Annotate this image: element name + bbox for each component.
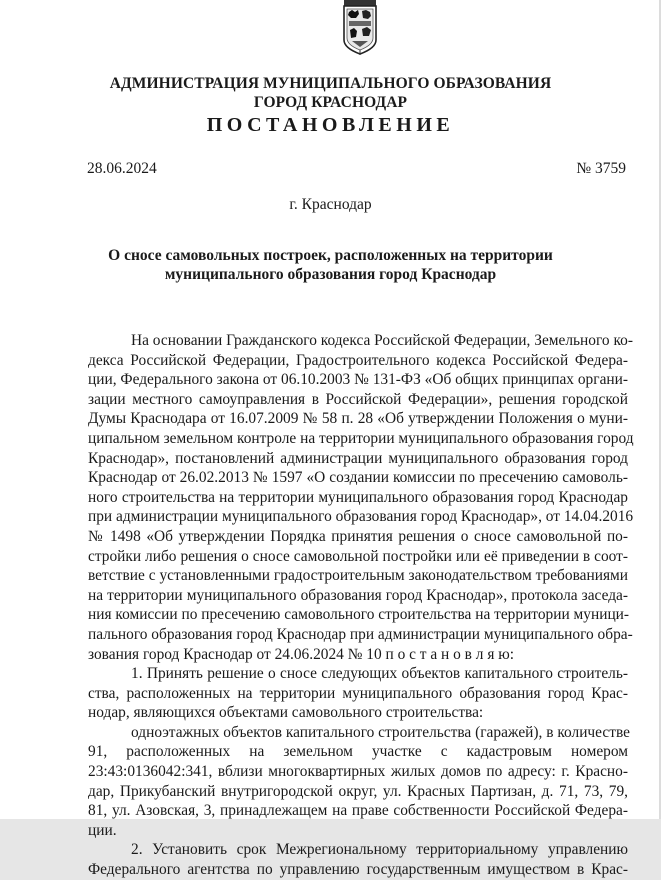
body-line: зации местного самоуправления в Российской Федерации», решения городской — [88, 390, 628, 408]
body-line: ния комиссии по пресечению самовольного строительства на территории муници- — [88, 606, 630, 624]
document-title — [0, 246, 661, 284]
document-date: 28.06.2024 — [87, 160, 157, 177]
clause-1-detail-line: 23:43:0136042:341, вблизи многоквартирных жилых домов по адресу: г. Красно- — [88, 763, 628, 781]
clause-2-line: Федерального агентства по управлению государственным имуществом в Крас- — [88, 861, 628, 879]
body-line: На основании Гражданского кодекса Российской Федерации, Земельного ко- — [131, 332, 633, 349]
document-city: г. Краснодар — [289, 196, 372, 213]
org-line-2: ГОРОД КРАСНОДАР — [253, 94, 408, 111]
body-line: Краснодар», постановлений администрации муниципального образования город — [88, 449, 628, 467]
body-line: на территории муниципального образования город Краснодар», протокола заседа- — [88, 586, 628, 604]
body-line: декса Российской Федерации, Градостроительного кодекса Российской Федера- — [88, 351, 628, 369]
body-line: № 1498 «Об утверждении Порядка принятия решения о сносе самовольной по- — [88, 527, 628, 545]
body-line: Думы Краснодара от 16.07.2009 № 58 п. 28 «Об утверждении Положения о муни- — [88, 410, 628, 428]
clause-1-detail-line: 81, ул. Азовская, 3, принадлежащем на праве собственности Российской Федера- — [88, 802, 628, 820]
clause-1-detail-line: дар, Прикубанский внутригородской округ, ул. Красных Партизан, д. 71, 73, 79, — [88, 782, 628, 800]
clause-1-line: 1. Принять решение о сносе следующих объектов капитального строитель- — [131, 665, 628, 683]
title-line-1: О сносе самовольных построек, расположенных на территории — [108, 247, 553, 264]
body-line: при администрации муниципального образования город Краснодар», от 14.04.2016 — [88, 508, 634, 526]
coat-of-arms-icon — [342, 0, 378, 56]
body-line: стройки либо решения о сносе самовольной постройки или её приведении в соот- — [88, 547, 628, 565]
clause-1-line: нодар, являющихся объектами самовольного строительства: — [88, 704, 484, 722]
body-line: пального образования город Краснодар при администрации муниципального обра- — [88, 625, 633, 643]
document-number: № 3759 — [576, 160, 626, 177]
clause-2-line: 2. Установить срок Межрегиональному территориальному управлению — [131, 841, 628, 859]
document-body — [88, 331, 634, 880]
document-type: ПОСТАНОВЛЕНИЕ — [206, 114, 455, 136]
body-line: ципальном земельном контроле на территории муниципального образования город — [88, 429, 634, 447]
body-line: зования город Краснодар от 24.06.2024 № 10 п о с т а н о в л я ю: — [88, 645, 515, 663]
org-line-1: АДМИНИСТРАЦИЯ МУНИЦИПАЛЬНОГО ОБРАЗОВАНИЯ — [109, 75, 552, 92]
body-line: ветствие с установленными градостроительным законодательством требованиями — [88, 567, 628, 585]
body-line: ции, Федерального закона от 06.10.2003 № 131-ФЗ «Об общих принципах органи- — [88, 371, 628, 389]
title-line-2: муниципального образования город Краснодар — [164, 266, 497, 283]
clause-1-detail-line: ции. — [88, 821, 117, 839]
clause-1-line: ства, расположенных на территории муниципального образования город Крас- — [88, 684, 628, 702]
clause-1-detail-line: одноэтажных объектов капитального строительства (гаражей), в количестве — [131, 723, 630, 741]
body-line: Краснодар от 26.02.2013 № 1597 «О создании комиссии по пресечению самоволь- — [88, 469, 628, 487]
issuing-authority — [0, 74, 661, 112]
clause-1-detail-line: 91, расположенных на земельном участке с кадастровым номером — [88, 743, 628, 761]
body-line: ного строительства на территории муниципального образования город Краснодар — [88, 488, 628, 506]
